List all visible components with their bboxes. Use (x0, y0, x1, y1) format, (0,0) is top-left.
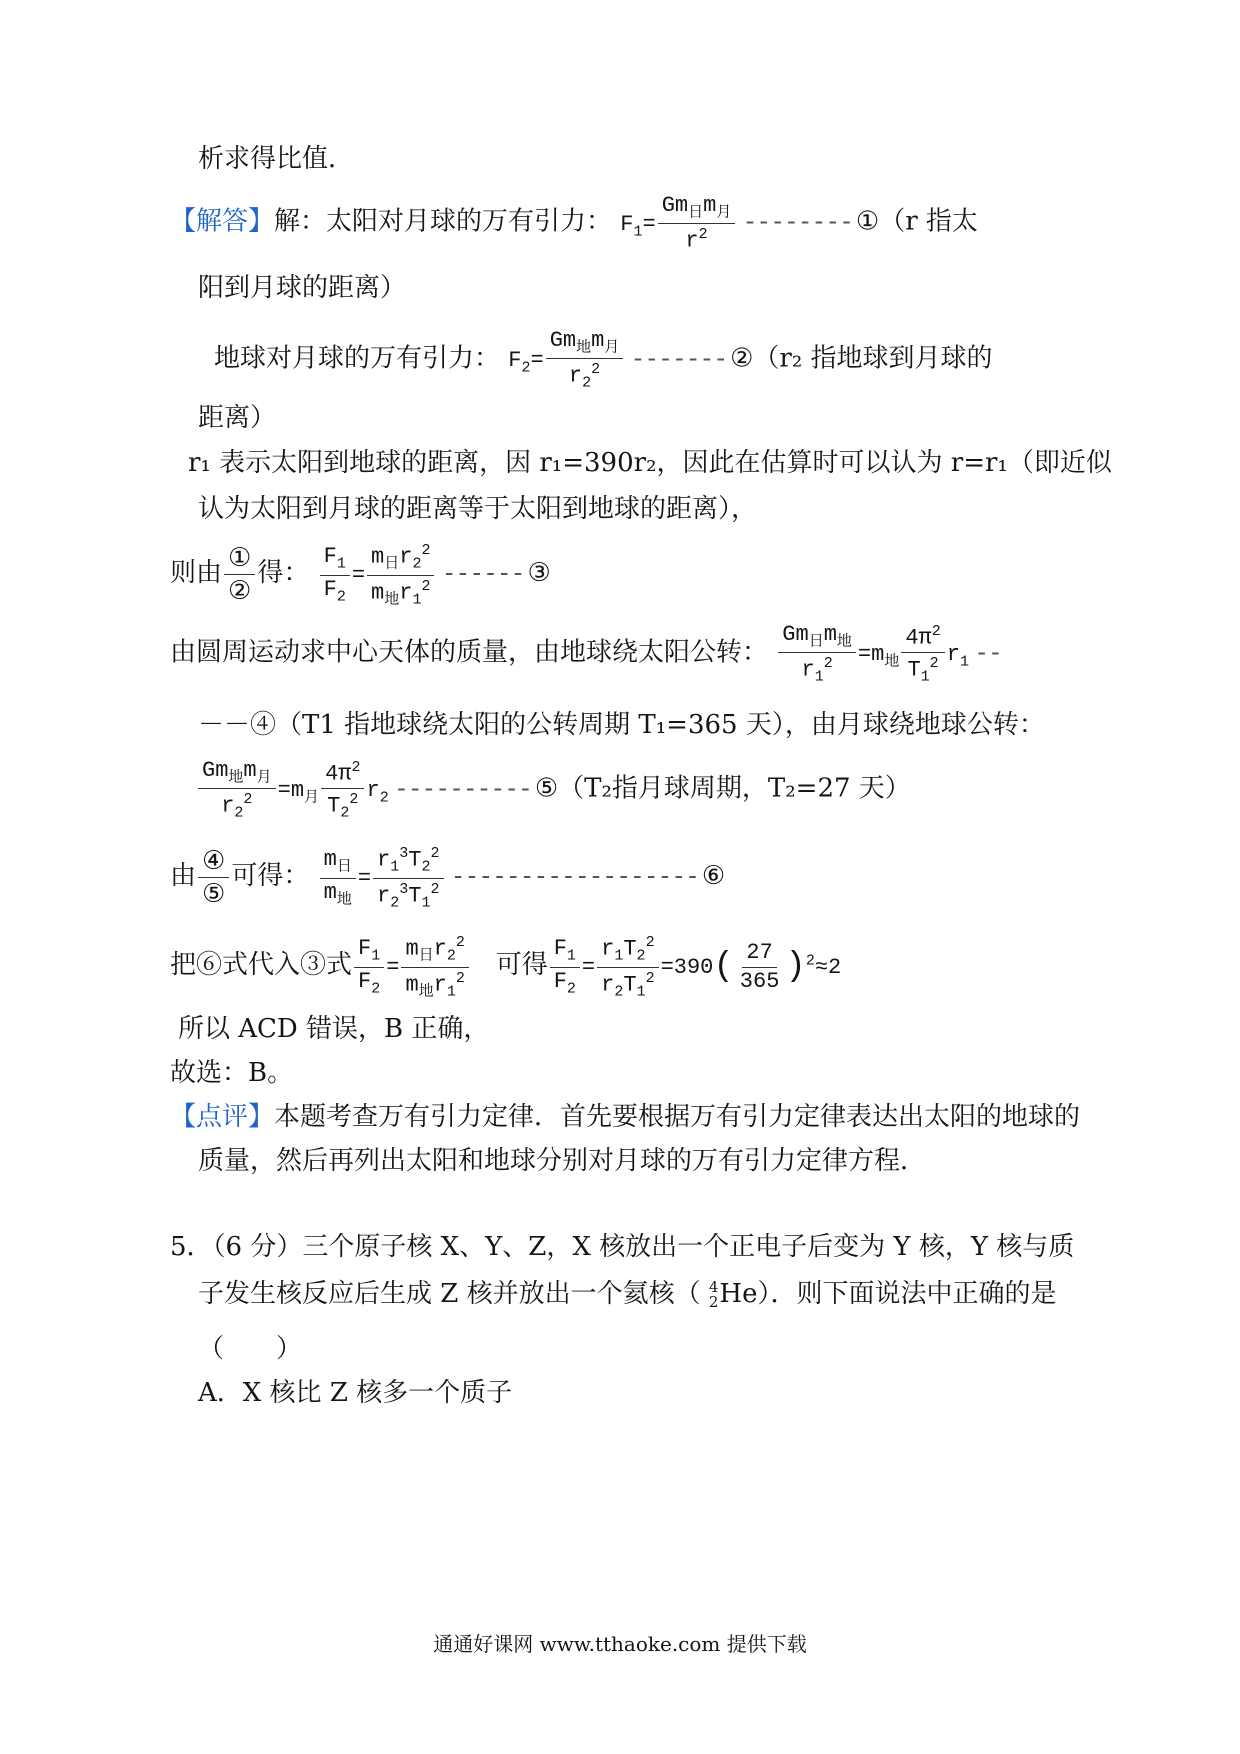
ratio-circled-fraction: $\frac{\text{①}}{\text{②}}$ (224, 545, 255, 604)
comment-tag: 【点评】 (170, 1102, 275, 1132)
solution-f1-intro: 解：太阳对月球的万有引力： (274, 206, 613, 237)
comment-text-cont: 质量，然后再列出太阳和地球分别对月球的万有引力定律方程． (198, 1146, 927, 1176)
subst-mid: 可得 (495, 950, 548, 981)
f2-note-cont: 距离） (198, 403, 277, 433)
orbit-intro: 由圆周运动求中心天体的质量，由地球绕太阳公转： (170, 637, 769, 668)
ratio-de: 得： (257, 558, 310, 589)
helium-isotope: 4 2 (708, 1278, 719, 1311)
ratio-intro: 则由 (170, 558, 223, 589)
comment-line (170, 1104, 1080, 1130)
ratio-formula: $\frac{F_1}{F_2}$ = $\frac{m_日r_2^2}{m_地r_1^2}$ (318, 563, 437, 588)
f1-formula: $F_1=$ $\frac{Gm_日m_月}{r^2}$ (620, 212, 737, 237)
f2-note: ②（r₂ 指地球到月球的 (730, 343, 993, 374)
f1-note: ①（r 指太 (855, 206, 978, 237)
mass-line: 由 $\frac{\text{④}}{\text{⑤}}$ 可得： $\frac{m_日}{m_地}$ = $\frac{r_1^3T_2^2}{r_2^3T_1^2}$ ------------------⑥ (170, 845, 726, 912)
subst-frac-den: 365 (739, 968, 780, 994)
subst-frac-num: 27 (742, 942, 776, 968)
mass-circled-fraction: $\frac{\text{④}}{\text{⑤}}$ (198, 848, 229, 907)
mass-de: 可得： (231, 861, 310, 892)
analysis-tail: 析求得比值． (198, 144, 355, 174)
solution-f2-line: 地球对月球的万有引力： $F_2=$ $\frac{Gm_地m_月}{r_2^2}$ -------②（r₂ 指地球到月球的 (214, 328, 993, 393)
subst-line (170, 935, 841, 999)
solution-f1-line: 【解答】解：太阳对月球的万有引力： $F_1=$ $\frac{Gm_日m_月}{r^2}$ --------①（r 指太 (170, 193, 978, 254)
orbit-formula: $\frac{Gm_日m_地}{r_1^2}$ $=m_地$ $\frac{4\pi^2}{T_1^2}$ $r_1$ (776, 642, 969, 667)
mass-formula: $\frac{m_日}{m_地}$ = $\frac{r_1^3T_2^2}{r_2^3T_1^2}$ (318, 866, 446, 891)
question5-stem-cont: 子发生核反应后生成 Z 核并放出一个氦核（ 4 2 He）．则下面说法中正确的是 (198, 1278, 1057, 1311)
comment-text: 本题考查万有引力定律．首先要根据万有引力定律表达出太阳的地球的 (274, 1102, 1081, 1132)
choice: 故选：B。 (170, 1058, 294, 1088)
conclusion: 所以 ACD 错误，B 正确， (178, 1014, 490, 1044)
subst-formula-1: $\frac{F_1}{F_2}$ = $\frac{m_日r_2^2}{m_地r_1^2}$ (352, 955, 471, 980)
question5-blank: （ ） (198, 1334, 303, 1364)
question5-option-a: A．X 核比 Z 核多一个质子 (198, 1378, 513, 1408)
subst-result: =390 (660, 955, 714, 981)
solution-tag: 【解答】 (170, 206, 275, 237)
orbit-note: －－④（T1 指地球绕太阳的公转周期 T₁=365 天），由月球绕地球公转： (198, 710, 1045, 740)
subst-approx: ≈2 (814, 955, 842, 981)
f1-note-cont: 阳到月球的距离） (198, 273, 407, 303)
r1-line-cont: 认为太阳到月球的距离等于太阳到地球的距离）， (198, 494, 758, 524)
r1-line: r₁ 表示太阳到地球的距离，因 r₁=390r₂，因此在估算时可以认为 r=r₁（即近似 (188, 448, 1112, 478)
mass-mark: ⑥ (701, 861, 726, 892)
page-footer: 通通好课网 www.tthaoke.com 提供下载 (433, 1632, 807, 1656)
ratio-line: 则由 $\frac{\text{①}}{\text{②}}$ 得： $\frac{F_1}{F_2}$ = $\frac{m_日r_2^2}{m_地r_1^2}$ ------③ (170, 542, 551, 609)
mass-intro: 由 (170, 861, 197, 892)
f2-formula: $F_2=$ $\frac{Gm_地m_月}{r_2^2}$ (508, 348, 625, 373)
solution-f2-intro: 地球对月球的万有引力： (214, 343, 501, 374)
moon-line: $\frac{Gm_地m_月}{r_2^2}$ $=m_月$ $\frac{4\pi^2}{T_2^2}$ $r_2$ ----------⑤（T₂指月球周期，T₂=27 天） (196, 760, 911, 821)
subst-intro: 把⑥式代入③式 (170, 950, 353, 981)
moon-note: ⑤（T₂指月球周期，T₂=27 天） (534, 773, 911, 804)
ratio-mark: ③ (527, 558, 551, 589)
subst-formula-2: $\frac{F_1}{F_2}$ = $\frac{r_1T_2^2}{r_2T_1^2}$ =390( $\frac{27}{365}$ )$^2$≈2 (548, 955, 842, 980)
question5-stem: 5．（6 分）三个原子核 X、Y、Z，X 核放出一个正电子后变为 Y 核，Y 核与质 (170, 1232, 1075, 1262)
orbit-line: 由圆周运动求中心天体的质量，由地球绕太阳公转： $\frac{Gm_日m_地}{r_1^2}$ $=m_地$ $\frac{4\pi^2}{T_1^2}$ $r_1$ -- (170, 622, 1005, 687)
moon-formula: $\frac{Gm_地m_月}{r_2^2}$ $=m_月$ $\frac{4\pi^2}{T_2^2}$ $r_2$ (196, 778, 389, 803)
